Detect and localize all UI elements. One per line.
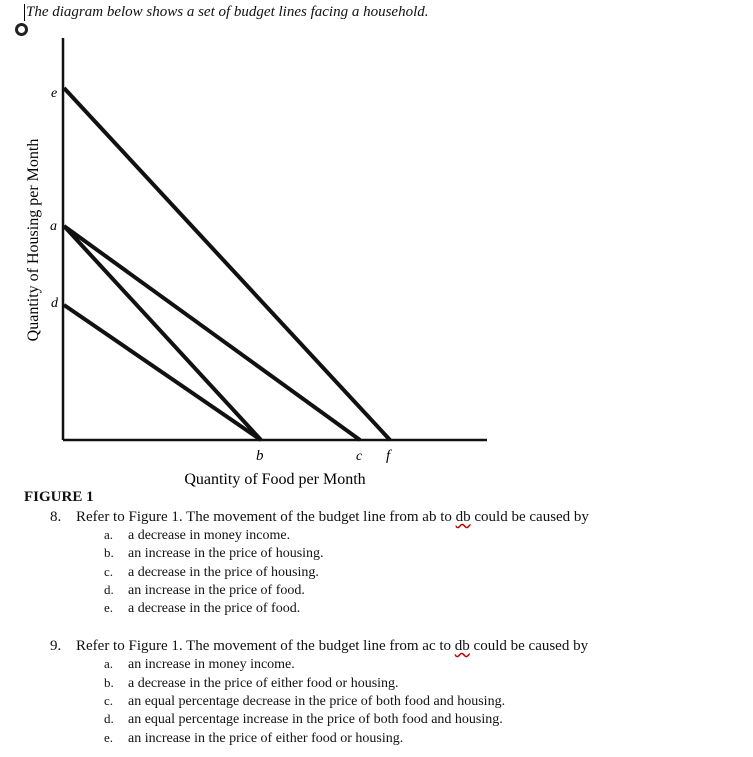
question-8	[50, 509, 589, 526]
point-label-a: a	[50, 219, 57, 234]
budget-line-ef	[64, 88, 390, 440]
question-9	[50, 638, 588, 655]
q8-option-d: d. an increase in the price of food.	[104, 582, 305, 598]
q9-option-b: b. a decrease in the price of either food or housing.	[104, 675, 399, 691]
point-label-e: e	[51, 86, 58, 101]
point-label-f: f	[386, 448, 391, 464]
question-text-end: could be caused by	[469, 638, 589, 654]
q8-option-a: a. a decrease in money income.	[104, 527, 291, 543]
question-text-end: could be caused by	[470, 509, 589, 525]
q9-option-a: a. an increase in money income.	[104, 656, 295, 672]
q9-option-d: d. an equal percentage increase in the price of both food and housing.	[104, 711, 503, 727]
question-text: Refer to Figure 1. The movement of the budget line from ab to	[76, 509, 456, 525]
budget-line-db	[64, 305, 261, 440]
spellcheck-flag[interactable]: db	[455, 509, 471, 525]
budget-line-ab	[64, 226, 261, 440]
point-label-b: b	[256, 448, 264, 464]
y-axis-label: Quantity of Housing per Month	[25, 138, 42, 342]
question-text: Refer to Figure 1. The movement of the budget line from ac to	[76, 638, 455, 654]
question-number: 8.	[50, 509, 62, 525]
q8-option-b: b. an increase in the price of housing.	[104, 545, 324, 561]
x-axis-label: Quantity of Food per Month	[184, 471, 366, 488]
q8-option-c: c. a decrease in the price of housing.	[104, 564, 319, 580]
intro-text: The diagram below shows a set of budget lines facing a household.	[26, 4, 429, 20]
point-label-c: c	[356, 449, 363, 464]
q9-option-c: c. an equal percentage decrease in the price of both food and housing.	[104, 693, 506, 709]
question-number: 9.	[50, 638, 62, 654]
spellcheck-flag[interactable]: db	[454, 638, 470, 654]
q9-option-e: e. an increase in the price of either food or housing.	[104, 730, 404, 746]
point-label-d: d	[51, 296, 58, 311]
figure-caption: FIGURE 1	[24, 489, 94, 505]
q8-option-e: e. a decrease in the price of food.	[104, 600, 301, 616]
